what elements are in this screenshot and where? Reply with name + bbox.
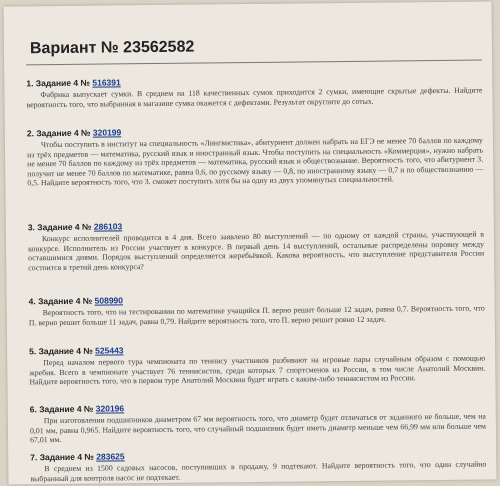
- task-number-link[interactable]: 283625: [96, 451, 125, 462]
- task-3: [28, 218, 485, 273]
- task-label: 1. Задание 4 №: [26, 77, 91, 89]
- task-label: 2. Задание 4 №: [26, 127, 91, 139]
- task-number-link[interactable]: 516391: [92, 77, 121, 88]
- page-title: Вариант № 23562582: [29, 38, 195, 58]
- task-label: 6. Задание 4 №: [29, 403, 94, 415]
- task-6: [30, 400, 486, 446]
- task-1: [26, 74, 482, 110]
- task-text: Чтобы поступить в институт на специальность «Лингвистика», абитуриент должен набрать на ЕГЭ не менее 70 баллов по каждому из трёх предметов — математика, русский язык и иностранный язык. Чтобы поступить на специальность «Коммерция», нужно набрать не менее 70 баллов по каждому из трёх предметов — математика, русский язык и обществознание. Вероятность того, что абитуриент З. получит не менее 70 баллов по математике, равна 0,6, по русскому языку — 0,8, по иностранному языку — 0,7 и по обществознанию — 0,5. Найдите вероятность того, что З. сможет поступить хотя бы на одну из двух упомянутых специальностей.: [27, 135, 484, 188]
- worksheet-page: [4, 1, 497, 484]
- task-number-link[interactable]: 320196: [95, 403, 125, 414]
- task-text: Перед началом первого тура чемпионата по теннису участников разбивают на игровые пары случайным образом с помощью жребия. Всего в чемпионате участвует 76 теннисистов, среди которых 7 спортсменов из России, в том числе Анатолий Москвин. Найдите вероятность того, что в первом туре Анатолий Москвин будет играть с каким-либо теннисистом из России.: [29, 353, 486, 387]
- task-text: Фабрика выпускает сумки. В среднем на 118 качественных сумок приходится 2 сумки, имеющие скрытые дефекты. Найдите вероятность того, что выбранная в магазине сумка окажется с дефектами. Результат округлите до сотых.: [26, 85, 483, 109]
- task-7: [30, 448, 486, 484]
- task-2: [27, 124, 484, 189]
- task-label: 5. Задание 4 №: [29, 345, 93, 357]
- task-label: 4. Задание 4 №: [28, 295, 93, 307]
- task-number-link[interactable]: 320199: [92, 127, 122, 138]
- task-4: [29, 292, 485, 328]
- task-label: 3. Задание 4 №: [27, 221, 92, 233]
- task-text: Конкурс исполнителей проводится в 4 дня. Всего заявлено 80 выступлений — по одному от каждой страны, участвующей в конкурсе. Исполнитель из России участвует в конкурсе. В первый день 14 выступлений, остальные распределены поровну между оставшимися днями. Порядок выступлений определяется жеребьёвкой. Какова вероятность, что выступление представителя России состоится в третий день конкурса?: [27, 229, 485, 273]
- task-number-link[interactable]: 508990: [94, 295, 124, 306]
- task-text: Вероятность того, что на тестировании по математике учащийся П. верно решит больше 12 задач, равна 0,7. Вероятность того, что П. верно решит больше 11 задач, равна 0,79. Найдите вероятность того, что П. верно решит ровно 12 задач.: [28, 303, 485, 327]
- task-number-link[interactable]: 286103: [93, 221, 123, 232]
- task-number-link[interactable]: 525443: [95, 345, 124, 356]
- task-5: [29, 342, 485, 388]
- task-text: В среднем из 1500 садовых насосов, поступивших в продажу, 9 подтекают. Найдите вероятность того, что один случайно выбранный для контроля насос не подтекает.: [30, 459, 487, 483]
- task-label: 7. Задание 4 №: [30, 451, 94, 463]
- title-divider: [26, 60, 482, 66]
- task-text: При изготовлении подшипников диаметром 67 мм вероятность того, что диаметр будет отличаться от заданного не больше, чем на 0,01 мм, равна 0,965. Найдите вероятность того, что случайный подшипник будет иметь диаметр меньше чем 66,99 мм или больше чем 67,01 мм.: [29, 411, 486, 445]
